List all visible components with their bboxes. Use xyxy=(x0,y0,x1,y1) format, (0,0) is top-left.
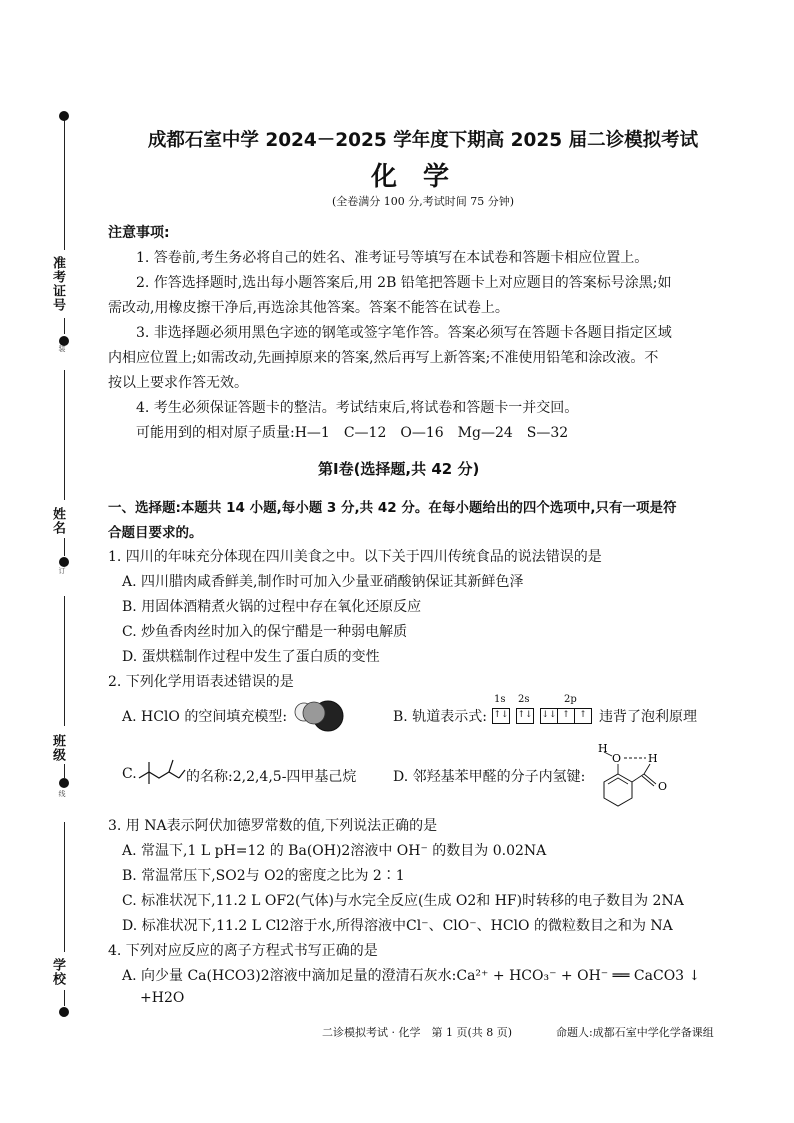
notice-item-4: 4. 考生必须保证答题卡的整洁。考试结束后,将试卷和答题卡一并交回。 xyxy=(136,400,579,416)
notice-item-1: 1. 答卷前,考生务必将自己的姓名、准考证号等填写在本试卷和答题卡相应位置上。 xyxy=(136,250,649,266)
orbital-box: ↑ xyxy=(557,708,575,724)
question-2-option-b-prefix: B. 轨道表示式: xyxy=(393,709,487,725)
margin-label-school: 学校 xyxy=(50,958,65,986)
question-3-option-c: C. 标准状况下,11.2 L OF2(气体)与水完全反应(生成 O2和 HF)时转移的电子数目为 2NA xyxy=(122,893,684,909)
notice-item-3: 3. 非选择题必须用黑色字迹的钢笔或签字笔作答。答案必须写在答题卡各题目指定区域 xyxy=(136,325,672,341)
notice-item-3-cont2: 按以上要求作答无效。 xyxy=(108,375,248,391)
alkane-skeletal-structure xyxy=(137,756,189,790)
orbital-label-1s: 1s xyxy=(494,694,506,705)
orbital-box: ↑↓ xyxy=(492,708,510,724)
orbital-diagram xyxy=(490,694,600,728)
binding-dot xyxy=(59,111,69,121)
orbital-label-2p: 2p xyxy=(564,694,577,705)
question-4-option-a-cont: +H2O xyxy=(140,990,185,1006)
exam-note: (全卷满分 100 分,考试时间 75 分钟) xyxy=(331,195,515,208)
question-1-option-c: C. 炒鱼香肉丝时加入的保宁醋是一种弱电解质 xyxy=(122,624,408,640)
atomic-masses: 可能用到的相对原子质量:H—1 C—12 O—16 Mg—24 S—32 xyxy=(136,425,569,441)
margin-label-exam-number: 准考证号 xyxy=(50,256,65,312)
section-instruction: 一、选择题:本题共 14 小题,每小题 3 分,共 42 分。在每小题给出的四个选项中,只有一项是符 xyxy=(108,500,677,516)
question-2-option-a: A. HClO 的空间填充模型: xyxy=(122,709,288,725)
salicylaldehyde-structure xyxy=(596,738,676,810)
question-3-option-b: B. 常温常压下,SO2与 O2的密度之比为 2∶1 xyxy=(122,868,405,884)
question-2-option-c-suffix: 的名称:2,2,4,5-四甲基己烷 xyxy=(186,769,357,785)
orbital-label-2s: 2s xyxy=(518,694,530,705)
question-3-stem: 3. 用 NA表示阿伏加德罗常数的值,下列说法正确的是 xyxy=(108,818,438,834)
binding-dot xyxy=(59,778,69,788)
notice-item-2-cont: 需改动,用橡皮擦干净后,再选涂其他答案。答案不能答在试卷上。 xyxy=(108,300,509,316)
struct-o2: O xyxy=(658,780,668,793)
struct-o: O xyxy=(612,752,622,765)
binding-dot xyxy=(59,557,69,567)
margin-label-class: 班级 xyxy=(50,734,65,762)
margin-label-name: 姓名 xyxy=(50,507,65,535)
section-title: 第Ⅰ卷(选择题,共 42 分) xyxy=(318,460,480,478)
question-4-option-a: A. 向少量 Ca(HCO3)2溶液中滴加足量的澄清石灰水:Ca²⁺ + HCO₃⁻ + OH⁻ ══ CaCO3 ↓ xyxy=(122,968,701,984)
margin-mark-zhuang: 装 xyxy=(58,345,66,352)
question-3-option-d: D. 标准状况下,11.2 L Cl2溶于水,所得溶液中Cl⁻、ClO⁻、HClO 的微粒数目之和为 NA xyxy=(122,918,673,934)
binding-dot xyxy=(59,1007,69,1017)
notice-heading: 注意事项: xyxy=(108,225,170,241)
footer-author: 命题人:成都石室中学化学备课组 xyxy=(556,1026,714,1039)
struct-h2: H xyxy=(648,752,658,765)
question-4-stem: 4. 下列对应反应的离子方程式书写正确的是 xyxy=(108,943,378,959)
question-1-stem: 1. 四川的年味充分体现在四川美食之中。以下关于四川传统食品的说法错误的是 xyxy=(108,549,602,565)
subject-title: 化学 xyxy=(370,162,475,192)
orbital-box: ↑↓ xyxy=(516,708,534,724)
hclo-space-filling-model xyxy=(290,696,346,734)
notice-item-2: 2. 作答选择题时,选出每小题答案后,用 2B 铅笔把答题卡上对应题目的答案标号涂黑;如 xyxy=(136,275,672,291)
orbital-box: ↓↓ xyxy=(540,708,558,724)
question-1-option-b: B. 用固体酒精煮火锅的过程中存在氧化还原反应 xyxy=(122,599,422,615)
binding-margin xyxy=(0,0,100,1123)
struct-h: H xyxy=(598,742,608,755)
question-2-option-c-prefix: C. xyxy=(122,766,137,782)
exam-title: 成都石室中学 2024－2025 学年度下期高 2025 届二诊模拟考试 xyxy=(147,130,699,151)
question-1-option-d: D. 蛋烘糕制作过程中发生了蛋白质的变性 xyxy=(122,649,380,665)
margin-mark-ding: 订 xyxy=(58,567,66,574)
footer-page-info: 二诊模拟考试 · 化学 第 1 页(共 8 页) xyxy=(322,1026,513,1039)
question-1-option-a: A. 四川腊肉咸香鲜美,制作时可加入少量亚硝酸钠保证其新鲜色泽 xyxy=(122,574,524,590)
question-3-option-a: A. 常温下,1 L pH=12 的 Ba(OH)2溶液中 OH⁻ 的数目为 0.02NA xyxy=(122,843,547,859)
question-2-option-d: D. 邻羟基苯甲醛的分子内氢键: xyxy=(393,769,586,785)
notice-item-3-cont: 内相应位置上;如需改动,先画掉原来的答案,然后再写上新答案;不准使用铅笔和涂改液。不 xyxy=(108,350,659,366)
section-instruction-cont: 合题目要求的。 xyxy=(108,525,203,541)
question-2-option-b-suffix: 违背了泡利原理 xyxy=(599,709,697,725)
question-2-stem: 2. 下列化学用语表述错误的是 xyxy=(108,674,294,690)
orbital-box: ↑ xyxy=(574,708,592,724)
margin-mark-xian: 线 xyxy=(58,790,66,797)
